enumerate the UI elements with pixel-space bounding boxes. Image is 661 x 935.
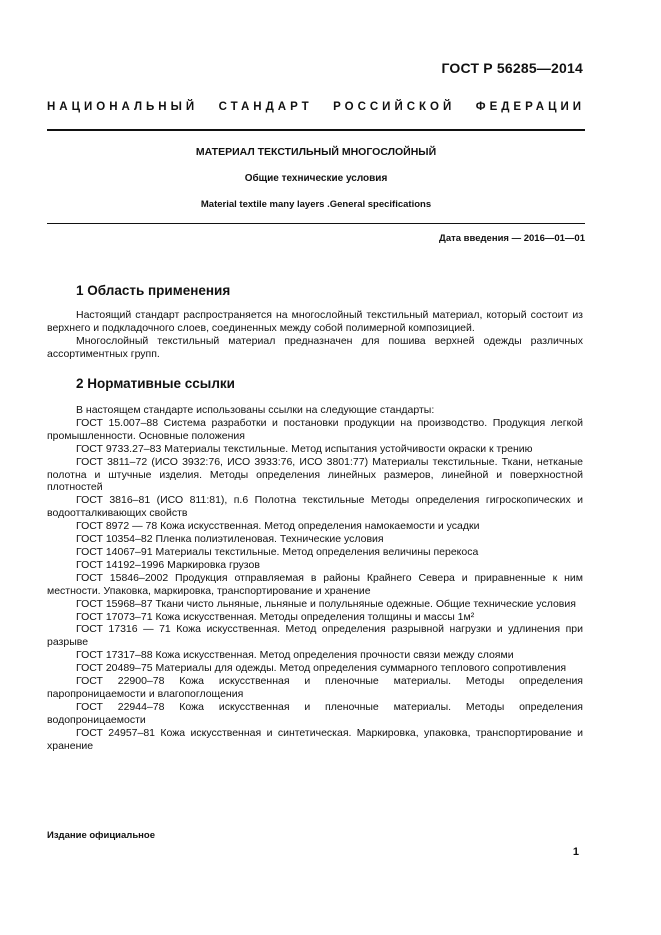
reference-item: ГОСТ 9733.27–83 Материалы текстильные. Метод испытания устойчивости окраски к трению: [76, 442, 533, 455]
official-edition-label: Издание официальное: [47, 830, 155, 841]
introduction-date: Дата введения — 2016—01—01: [439, 233, 585, 244]
reference-item: ГОСТ 20489–75 Материалы для одежды. Метод определения суммарного теплового сопротивления: [76, 662, 567, 675]
reference-item: ГОСТ 14192–1996 Маркировка грузов: [76, 558, 260, 571]
section-2-body: [47, 404, 583, 752]
page-number: 1: [572, 846, 579, 858]
section-1-heading: 1 Область применения: [76, 283, 231, 298]
reference-item: ГОСТ 14067–91 Материалы текстильные. Метод определения величины перекоса: [76, 545, 479, 558]
reference-item: ГОСТ 22900–78 Кожа искусственная и пленочные материалы. Методы определения паропроницаемости и влагопоглощения: [47, 675, 583, 700]
national-standard-heading: НАЦИОНАЛЬНЫЙ СТАНДАРТ РОССИЙСКОЙ ФЕДЕРАЦИИ: [47, 101, 585, 113]
paragraph: Многослойный текстильный материал предназначен для пошива верхней одежды различных ассортиментных групп.: [47, 334, 583, 360]
references-intro: В настоящем стандарте использованы ссылки на следующие стандарты:: [76, 404, 435, 416]
reference-item: ГОСТ 17073–71 Кожа искусственная. Методы определения толщины и массы 1м²: [76, 610, 475, 623]
reference-item: ГОСТ 3816–81 (ИСО 811:81), п.6 Полотна текстильные Методы определения гигроскопических и водоотталкивающих свойств: [47, 494, 583, 520]
paragraph: Настоящий стандарт распространяется на многослойный текстильный материал, который состоит из верхнего и подкладочного слоев, соединенных между собой полимерной композицией.: [47, 309, 583, 334]
reference-item: ГОСТ 3811–72 (ИСО 3932:76, ИСО 3933:76, ИСО 3801:77) Материалы текстильные. Ткани, нетканые полотна и штучные изделия. Методы определения линейных размеров, линейной и поверхностной плотностей: [47, 455, 583, 494]
section-1-body: [47, 309, 583, 361]
section-2-heading: 2 Нормативные ссылки: [76, 376, 235, 391]
reference-item: ГОСТ 22944–78 Кожа искусственная и пленочные материалы. Методы определения водопроницаемости: [47, 700, 583, 726]
reference-item: ГОСТ 17317–88 Кожа искусственная. Метод определения прочности связи между слоями: [76, 649, 514, 662]
reference-item: ГОСТ 17316 — 71 Кожа искусственная. Метод определения разрывной нагрузки и удлинения при разрыве: [47, 623, 583, 649]
document-code: ГОСТ Р 56285—2014: [441, 60, 583, 76]
document-title: МАТЕРИАЛ ТЕКСТИЛЬНЫЙ МНОГОСЛОЙНЫЙ: [195, 146, 437, 158]
reference-item: ГОСТ 10354–82 Пленка полиэтиленовая. Технические условия: [76, 533, 384, 546]
reference-item: ГОСТ 15968–87 Ткани чисто льняные, льняные и полульняные одежные. Общие технические условия: [76, 597, 576, 610]
header-divider: [47, 129, 585, 131]
reference-item: ГОСТ 15846–2002 Продукция отправляемая в районы Крайнего Севера и приравненные к ним местности. Упаковка, маркировка, транспортирование и хранение: [47, 571, 583, 597]
english-title: Material textile many layers .General specifications: [200, 199, 432, 210]
document-subtitle: Общие технические условия: [244, 173, 388, 184]
title-divider: [47, 223, 585, 224]
reference-item: ГОСТ 15.007–88 Система разработки и постановки продукции на производство. Продукция легкой промышленности. Основные положения: [47, 416, 583, 442]
reference-item: ГОСТ 24957–81 Кожа искусственная и синтетическая. Маркировка, упаковка, транспортирование и хранение: [47, 726, 583, 752]
reference-item: ГОСТ 8972 — 78 Кожа искусственная. Метод определения намокаемости и усадки: [76, 520, 480, 533]
